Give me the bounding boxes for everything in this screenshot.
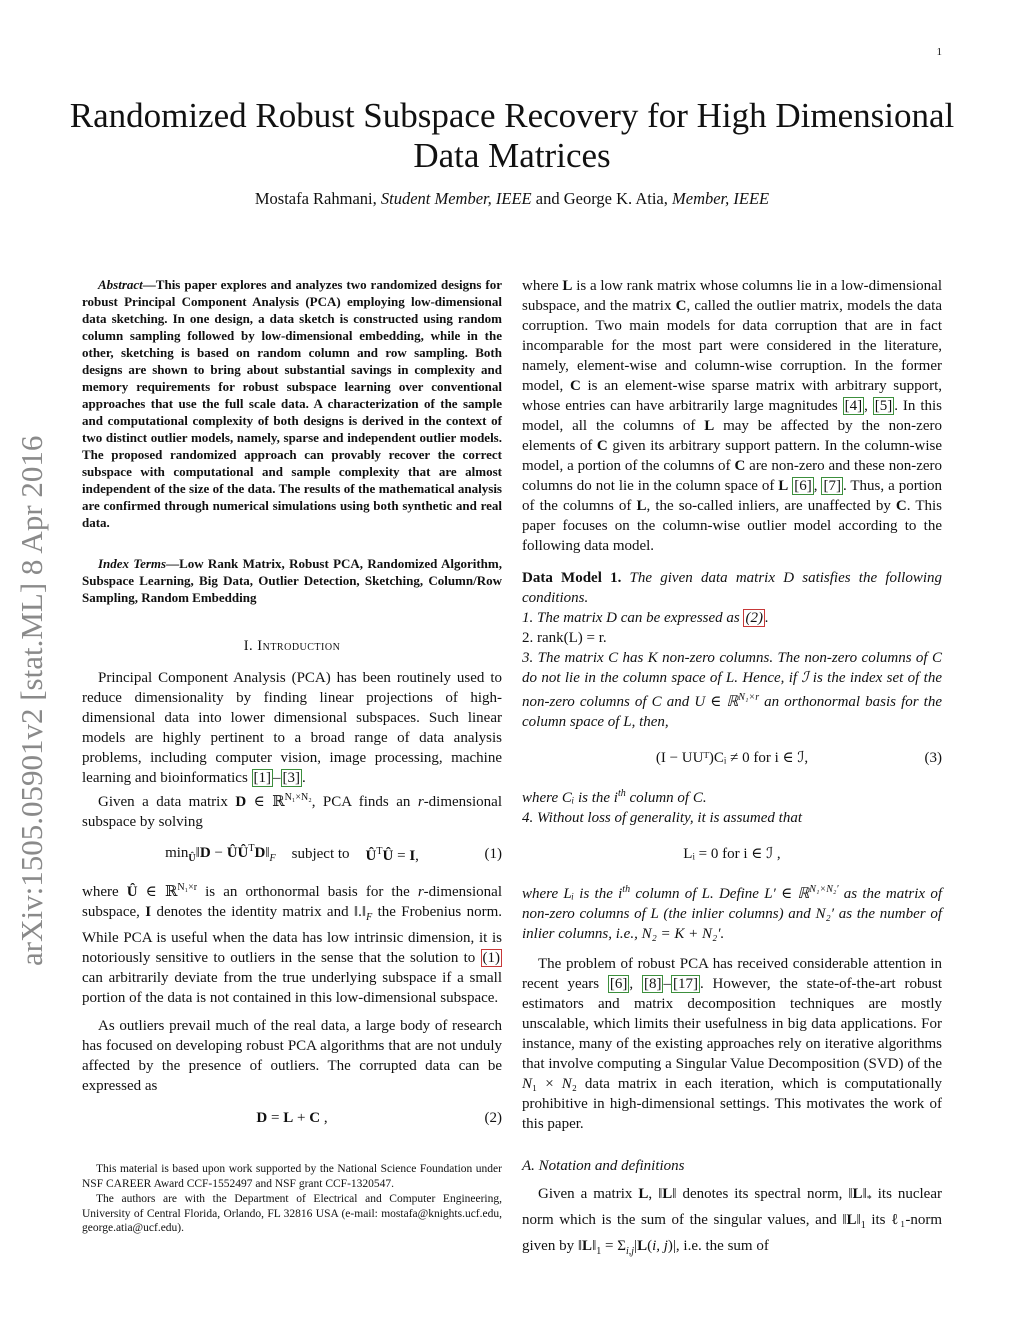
data-model-intro: The given data matrix D satisfies the following conditions. — [522, 570, 942, 606]
equation-1-number: (1) — [484, 846, 502, 862]
data-model-item-2: 2. rank(L) = r. — [522, 630, 607, 646]
citation-link[interactable]: [8] — [643, 976, 662, 992]
footnotes — [82, 1162, 502, 1237]
equation-3-number: (3) — [924, 750, 942, 766]
subsection-heading-notation: A. Notation and definitions — [522, 1158, 685, 1174]
footnote-funding: This material is based upon work supported by the National Science Foundation under NSF CAREER Award CCF-1552497 and NSF grant CCF-1320547. — [82, 1163, 502, 1190]
equation-3-body: (I − UUᵀ)Cᵢ ≠ 0 for i ∈ ℐ, — [655, 750, 809, 766]
title-line-1: Randomized Robust Subspace Recovery for High Dimensional — [69, 96, 955, 135]
intro-paragraph-2: Given a data matrix D ∈ ℝ$^{N_1\times N_2}$, PCA finds an r-dimensional subspace by solving — [82, 792, 503, 830]
index-terms — [82, 555, 502, 606]
abstract-text: —This paper explores and analyzes two randomized designs for robust Principal Component Analysis (PCA) employing low-dimensional data sketching. In one design, a data sketch is constructed using random column sampling followed by low-dimensional embedding, while in the other, sketching is based on random column and row sampling. Both designs are shown to bring about substantial savings in complexity and memory requirements for robust subspace learning over conventional approaches that use the full scale data. A characterization of the sample and computational complexity of both designs is derived in the context of two distinct outlier models, namely, sparse and independent outlier models. The proposed randomized approach can provably recover the correct subspace with computational and sample complexity that are almost independent of the size of the data. The results of the mathematical analysis are confirmed through numerical simulations using both synthetic and real data. — [82, 277, 502, 530]
equation-2-number: (2) — [484, 1110, 502, 1126]
author-1-role: Student Member, IEEE — [380, 189, 532, 208]
equation-link[interactable]: (2) — [745, 610, 763, 626]
equation-link[interactable]: (1) — [482, 950, 501, 966]
data-model-where-1: where Cᵢ is the $i^{th}$ column of C. — [522, 788, 707, 806]
right-paragraph-3: Given a matrix L, ‖L‖ denotes its spectral norm, $‖L‖_*$ its nuclear norm which is the sum of the singular values, and $‖L‖_1$ its ℓ₁-norm given by $‖L‖_1 = \Sigma_{i,j}|L(i$, j)|, i.e. the sum of — [522, 1186, 942, 1257]
paper-title — [60, 96, 964, 176]
equation-4 — [522, 842, 942, 866]
citation-link[interactable]: [3] — [282, 770, 301, 786]
left-column — [82, 276, 502, 1142]
abstract-label: Abstract — [98, 277, 143, 292]
intro-paragraph-1: Principal Component Analysis (PCA) has been routinely used to reduce dimensionality by finding linear projections of high-dimensional data into lower dimensional subspaces. Such linear models are highly pertinent to a broad range of data analysis problems, including computer vision, image processing, machine learning and bioinformatics [1] – [3] . — [82, 670, 502, 786]
equation-3 — [522, 746, 942, 770]
citation-link[interactable]: [1] — [253, 770, 272, 786]
equation-4-body: Lᵢ = 0 for i ∈ ℐ , — [683, 846, 781, 862]
data-model-1 — [522, 568, 942, 608]
right-paragraph-1: where L is a low rank matrix whose columns lie in a low-dimensional subspace, and the matrix C, called the outlier matrix, models the data corruption. Two main models for data corruption that are in fact incomparable for the most part were considered in the literature, namely, element-wise and column-wise corruption. In the former model, C is an element-wise sparse matrix with arbitrary support, whose entries can have arbitrarily large magnitudes [4] , [5] . In this model, all the columns of L may be affected by the non-zero elements of C given its arbitrary support pattern. In the column-wise model, a portion of the columns of C are non-zero and these non-zero columns do not lie in the column space of L [6] , [7] . Thus, a portion of the columns of L, the so-called inliers, are unaffected by C. This paper focuses on the column-wise outlier model according to the following data model. — [522, 278, 943, 554]
data-model-item-1: 1. The matrix D can be expressed as (2) . — [522, 610, 769, 626]
title-line-2: Data Matrices — [413, 136, 611, 175]
footnote-affiliation: The authors are with the Department of Electrical and Computer Engineering, University of Central Florida, Orlando, FL 32816 USA (e-mail: mostafa@knights.ucf.edu, george.atia@ucf.edu). — [82, 1193, 502, 1234]
intro-paragraph-4: As outliers prevail much of the real data, a large body of research has focused on developing robust PCA algorithms that are not unduly affected by the presence of outliers. The corrupted data can be expressed as — [82, 1018, 502, 1094]
author-line — [60, 189, 964, 209]
author-1: Mostafa Rahmani, — [254, 189, 377, 208]
data-model-label: Data Model 1. — [522, 570, 622, 586]
author-2: and George K. Atia, — [535, 189, 668, 208]
equation-2: D = L + C , (2) — [256, 1110, 502, 1126]
citation-link[interactable]: [6] — [794, 478, 812, 494]
abstract — [82, 276, 502, 531]
arxiv-stamp: arXiv:1505.05901v2 [stat.ML] 8 Apr 2016 — [14, 435, 49, 966]
right-paragraph-2: The problem of robust PCA has received considerable attention in recent years [6] , [8] – [17] . However, the state-of-the-art robust estimators and matrix decomposition techniques are mostly unscalable, which limits their usefulness in big data applications. For instance, many of the existing approaches rely on iterative algorithms that involve computing a Singular Value Decomposition (SVD) of the N₁ × N₂ data matrix in each iteration, which is computationally prohibitive in high-dimensional settings. This motivates the work of this paper. — [522, 956, 942, 1132]
index-terms-text: —Low Rank Matrix, Robust PCA, Randomized Algorithm, Subspace Learning, Big Data, Outlier Detection, Sketching, Column/Row Sampling, Random Embedding — [82, 556, 502, 605]
citation-link[interactable]: [5] — [874, 398, 893, 414]
index-terms-label: Index Terms — [98, 556, 167, 571]
section-heading-introduction: I. Introduction — [243, 638, 341, 654]
data-model-item-3: 3. The matrix C has K non-zero columns. The non-zero columns of C do not lie in the column space of L. Hence, if ℐ is the index set of the non-zero columns of C and U ∈ ℝ$^{N_1\times r}$ an orthonormal basis for the column space of L, then, — [522, 650, 942, 730]
citation-link[interactable]: [17] — [672, 976, 698, 992]
author-2-role: Member, IEEE — [672, 189, 770, 208]
citation-link[interactable]: [7] — [823, 478, 841, 494]
right-column — [522, 276, 942, 1262]
citation-link[interactable]: [4] — [844, 398, 863, 414]
data-model-item-4: 4. Without loss of generality, it is assumed that — [522, 810, 803, 826]
equation-1: $\min_Û‖D$ − $ÛÛ^TD‖_F$ subject to $Û^TÛ = I$, (1) — [165, 843, 502, 864]
page-number: 1 — [936, 46, 942, 58]
intro-paragraph-3: where Û ∈ ℝ$^{N_1\times r}$ is an orthonormal basis for the r-dimensional subspace, I denotes the identity matrix and $‖.‖_F$ the Frobenius norm. While PCA is useful when the data has low intrinsic dimension, it is notoriously sensitive to outliers in the sense that the solution to (1) can arbitrarily deviate from the true underlying subspace if a small portion of the data is not contained in this low-dimensional subspace. — [82, 882, 502, 1006]
equation-1-subject-to: subject to — [291, 846, 350, 862]
citation-link[interactable]: [6] — [609, 976, 628, 992]
data-model-where-2: where Lᵢ is the $i^{th}$ column of L. Define L′ ∈ ℝ$^{N_1\times N_2'}$ as the matrix of non-zero columns of L (the inlier columns) and N₂′ as the number of inlier columns, i.e., N₂ = K + N₂′. — [522, 884, 943, 942]
